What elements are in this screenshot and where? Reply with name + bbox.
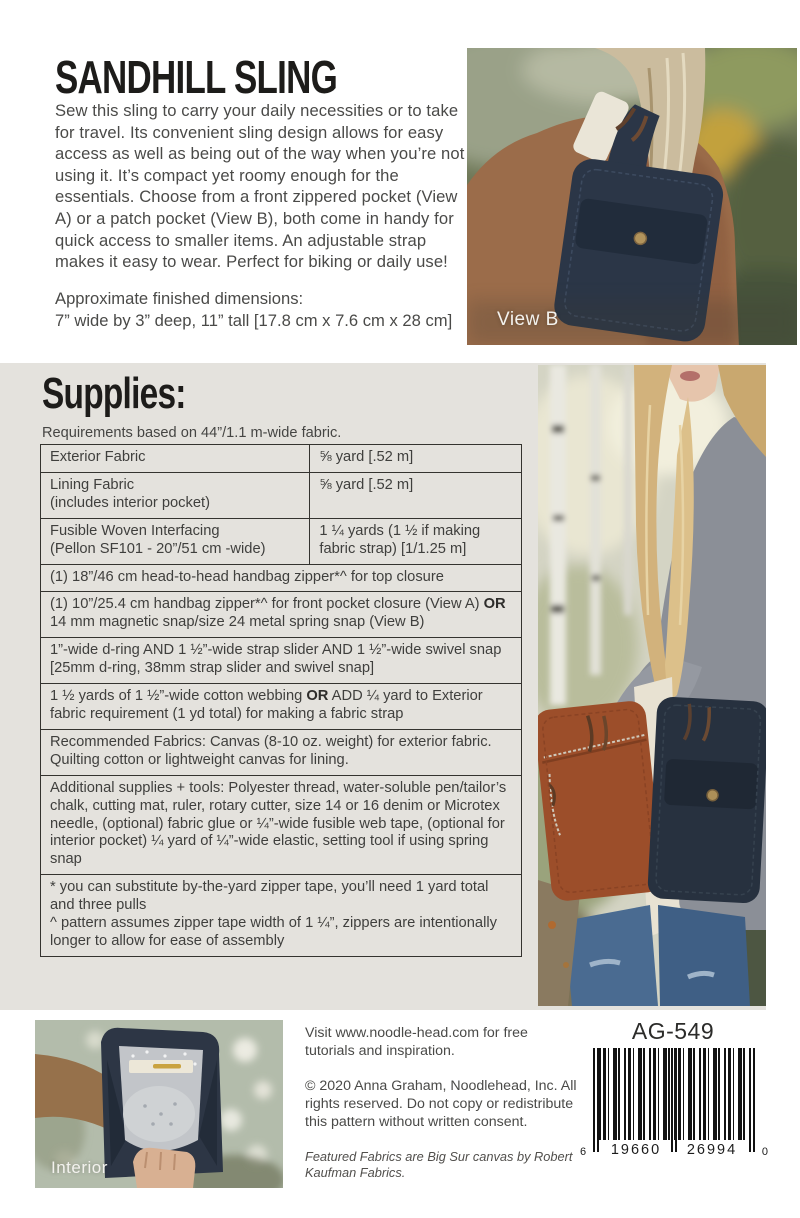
- item-qty: ⅝ yard [.52 m]: [310, 445, 522, 473]
- footnote-asterisk: * you can substitute by-the-yard zipper tape, you’ll need 1 yard total and three pulls: [50, 879, 489, 914]
- item-qty: ⅝ yard [.52 m]: [310, 472, 522, 518]
- page-margin: [766, 363, 800, 1010]
- row-text: (1) 18”/46 cm head-to-head handbag zipper*^ for top closure: [50, 568, 444, 585]
- supplies-section: [0, 363, 800, 1010]
- lips: [680, 371, 700, 381]
- dimensions-value: 7” wide by 3” deep, 11” tall [17.8 cm x 7.6 cm x 28 cm]: [55, 310, 453, 330]
- flap-pocket: [664, 759, 758, 810]
- interior-label: Interior: [51, 1158, 108, 1177]
- dimensions-label: Approximate finished dimensions:: [55, 289, 304, 308]
- fabric-credit: Featured Fabrics are Big Sur canvas by Robert Kaufman Fabrics.: [305, 1149, 573, 1180]
- view-b-photo-illustration: [467, 48, 797, 345]
- table-row: [41, 592, 522, 638]
- barcode-bars: [599, 1048, 749, 1140]
- barcode: [580, 1048, 768, 1170]
- row-text: 14 mm magnetic snap/size 24 metal spring snap (View B): [50, 614, 425, 631]
- pouch: [123, 1086, 195, 1142]
- row-text: Recommended Fabrics: Canvas (8-10 oz. weight) for exterior fabric. Quilting cotton or lightweight canvas for lining.: [50, 733, 492, 768]
- item-name: Fusible Woven Interfacing: [50, 522, 220, 539]
- row-text-bold: OR: [483, 596, 506, 613]
- barcode-digit-group1: 19660: [610, 1142, 662, 1158]
- table-row: [41, 684, 522, 730]
- website-note: Visit www.noodle-head.com for free tutorials and inspiration.: [305, 1025, 528, 1059]
- item-detail: (Pellon SF101 - 20”/51 cm -wide): [50, 540, 266, 557]
- table-row: [41, 638, 522, 684]
- row-text: (1) 10”/25.4 cm handbag zipper*^ for front pocket closure (View A): [50, 596, 484, 613]
- finished-dimensions: [55, 288, 469, 331]
- barcode-digit-left: 6: [580, 1146, 587, 1158]
- supplies-heading: Supplies:: [42, 369, 186, 418]
- copyright-notice: © 2020 Anna Graham, Noodlehead, Inc. All rights reserved. Do not copy or redistribute this pattern without written consent.: [305, 1078, 577, 1130]
- row-text: ADD ¼ yard to Exterior fabric requirement (1 yd total) for making a fabric strap: [50, 688, 483, 722]
- table-row: [41, 472, 522, 518]
- supplies-table: [40, 444, 522, 957]
- rust-sling-bag: [538, 700, 664, 903]
- table-row: [41, 564, 522, 592]
- row-text: 1 ½ yards of 1 ½”-wide cotton webbing: [50, 688, 307, 705]
- item-name: Lining Fabric: [50, 476, 135, 493]
- barcode-digits: [580, 1142, 768, 1162]
- item-detail: (includes interior pocket): [50, 494, 210, 511]
- pen: [153, 1064, 181, 1069]
- footer-text-block: [305, 1024, 577, 1181]
- table-row: [41, 445, 522, 473]
- pattern-number: AG-549: [631, 1018, 715, 1044]
- photo-interior: [35, 1020, 283, 1188]
- view-b-label: View B: [497, 309, 559, 330]
- navy-sling-bag: [647, 696, 766, 904]
- requirements-note: Requirements based on 44”/1.1 m-wide fabric.: [42, 425, 342, 441]
- pattern-description: Sew this sling to carry your daily necessities or to take for travel. Its convenient sling design allows for easy access as well as being out of the way when you’re not using it. It’s compact yet roomy enough for the essentials. Choose from a front zippered pocket (View A) or a patch pocket (View B), both come in handy for quick access to smaller items. An adjustable strap makes it easy to wear. Perfect for biking or daily use!: [55, 101, 465, 272]
- row-text: Additional supplies + tools: Polyester thread, water-soluble pen/tailor’s chalk, cutting mat, ruler, rotary cutter, size 14 or 16 denim or Microtex needle, (optional) fabric glue or ¼”-wide fusible web tape, (optional for interior pocket) ¼ yard of ¼”-wide elastic, setting tool if using spring snap: [50, 779, 507, 868]
- table-row: [41, 729, 522, 775]
- hand: [133, 1148, 195, 1188]
- snap-button: [707, 789, 719, 801]
- table-row: [41, 518, 522, 564]
- page-title: SANDHILL SLING: [55, 51, 338, 103]
- item-name: Exterior Fabric: [50, 449, 146, 465]
- row-text-bold: OR: [306, 688, 329, 705]
- item-qty: 1 ¼ yards (1 ½ if making fabric strap) [1/1.25 m]: [310, 518, 522, 564]
- barcode-digit-group2: 26994: [686, 1142, 738, 1158]
- table-row: [41, 775, 522, 875]
- header-section: [0, 0, 800, 363]
- photo-view-b: [467, 48, 797, 345]
- table-row-footnotes: [41, 875, 522, 957]
- snap-button: [634, 232, 648, 246]
- row-text: 1”-wide d-ring AND 1 ½”-wide strap slider AND 1 ½”-wide swivel snap [25mm d-ring, 38mm strap slider and swivel snap]: [50, 642, 502, 677]
- photo-two-slings: [538, 365, 766, 1006]
- footer-section: [0, 1010, 800, 1218]
- footnote-caret: ^ pattern assumes zipper tape width of 1 ¼”, zippers are intentionally longer to allow for ease of assembly: [50, 915, 497, 949]
- two-slings-photo-illustration: [538, 365, 766, 1006]
- barcode-digit-right: 0: [761, 1146, 768, 1158]
